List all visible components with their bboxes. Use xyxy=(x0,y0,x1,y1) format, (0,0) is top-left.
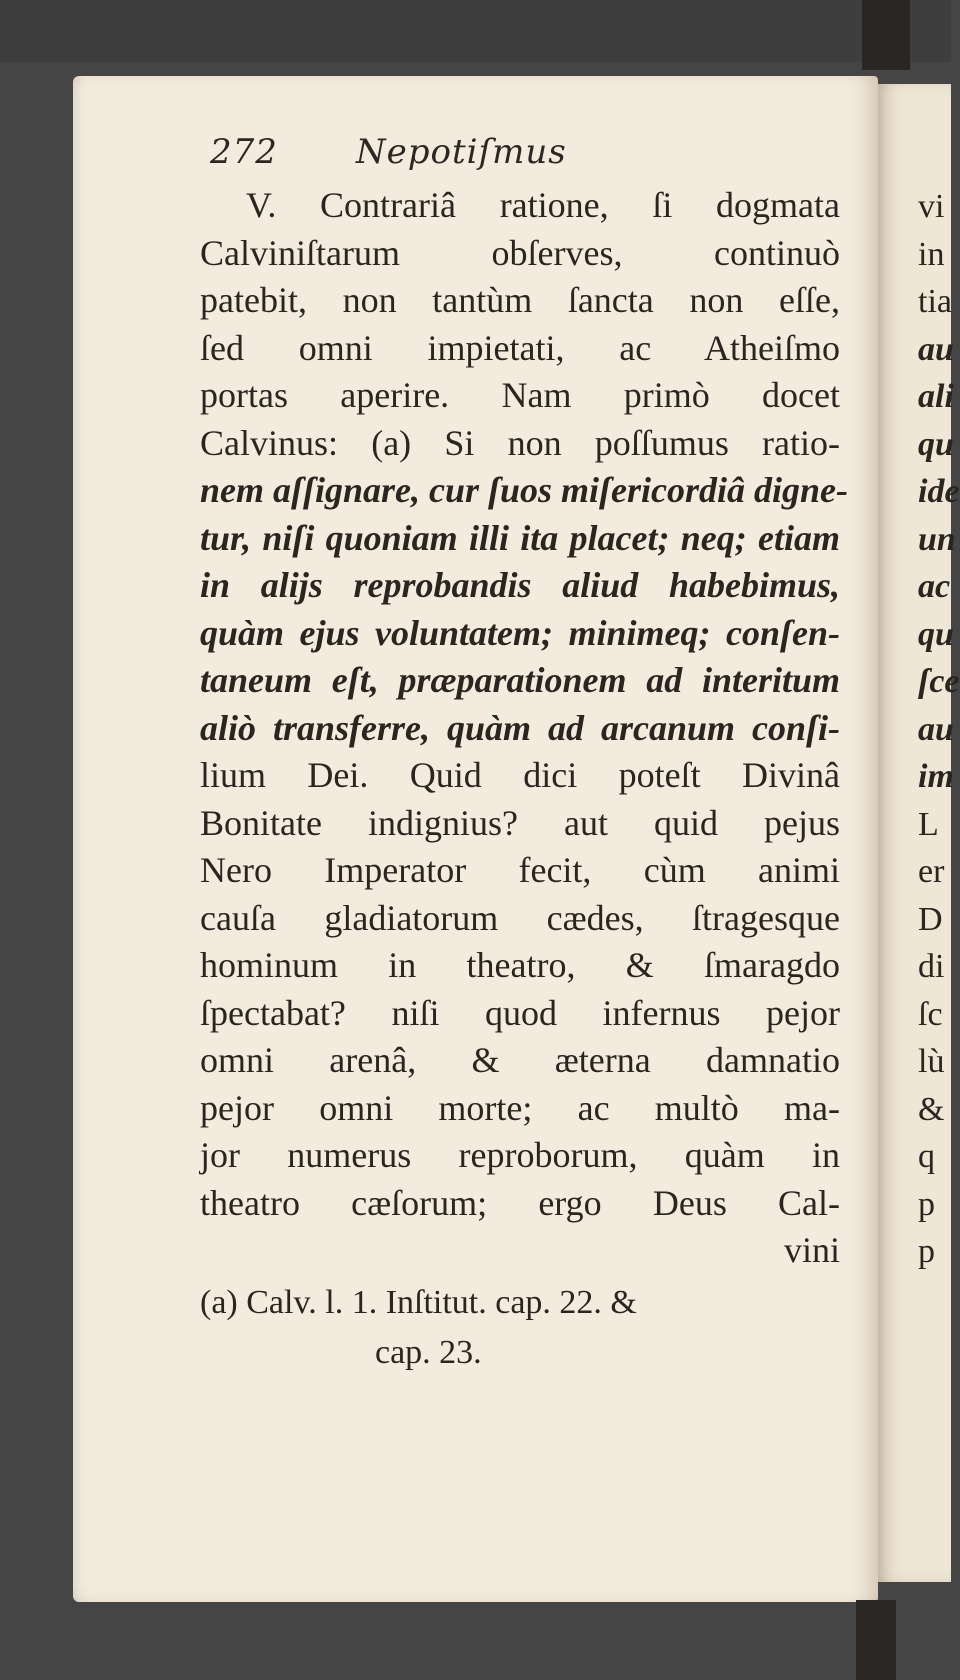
facing-page-fragment: L xyxy=(918,805,939,843)
facing-page-fragment: au xyxy=(918,330,954,368)
facing-page-fragment: vi xyxy=(918,188,945,225)
facing-page-fragment: D xyxy=(918,900,943,938)
facing-page-fragment: ſc xyxy=(918,995,943,1033)
text-line: nem aſſignare, cur ſuos miſericordiâ digne- xyxy=(200,470,848,510)
facing-page-fragment: p xyxy=(918,1233,935,1270)
book-spine-bottom xyxy=(856,1600,896,1680)
catchword: vini xyxy=(783,1230,840,1270)
text-line: taneum eſt, præparationem ad interitum xyxy=(200,660,840,700)
facing-page-fragment: qu xyxy=(918,615,954,653)
body-text xyxy=(200,182,848,1275)
text-line: omni arenâ, & æterna damnatio xyxy=(200,1040,840,1080)
book-spine xyxy=(862,0,910,70)
text-line: portas aperire. Nam primò docet xyxy=(200,375,840,415)
text-line: V. Contrariâ ratione, ſi dogmata xyxy=(246,185,840,225)
text-line: quàm ejus voluntatem; minimeq; conſen- xyxy=(200,612,840,653)
page-header xyxy=(210,132,567,172)
facing-page-fragment: ali xyxy=(918,378,954,415)
facing-page-fragment: ſce xyxy=(918,663,960,700)
text-line: Calvinus: (a) Si non poſſumus ratio- xyxy=(200,422,840,463)
facing-page-fragment: p xyxy=(918,1185,935,1223)
footnote-line: cap. 23. xyxy=(375,1334,482,1371)
facing-page-fragment: & xyxy=(918,1090,945,1128)
facing-page-fragment: di xyxy=(918,948,945,985)
text-line: pejor omni morte; ac multò ma- xyxy=(200,1087,840,1128)
facing-page-fragment: in xyxy=(918,235,945,273)
facing-page-fragment: ac xyxy=(918,568,951,605)
facing-page-fragment: q xyxy=(918,1138,935,1175)
text-line: Nero Imperator fecit, cùm animi xyxy=(200,850,840,890)
facing-page-fragment: tia xyxy=(918,283,952,320)
text-line: ſpectabat? niſi quod infernus pejor xyxy=(200,992,840,1033)
text-line: theatro cæſorum; ergo Deus Cal- xyxy=(200,1182,840,1223)
footnote-line: (a) Calv. l. 1. Inſtitut. cap. 22. & xyxy=(200,1284,637,1321)
text-line: patebit, non tantùm ſancta non eſſe, xyxy=(200,280,840,320)
facing-page-fragment: au xyxy=(918,710,954,748)
text-line: Bonitate indignius? aut quid pejus xyxy=(200,802,840,843)
background-top xyxy=(0,0,951,62)
text-line: aliò transferre, quàm ad arcanum conſi- xyxy=(200,707,840,748)
text-line: in alijs reprobandis aliud habebimus, xyxy=(200,565,840,605)
running-title: Nepotiſmus xyxy=(355,132,567,172)
text-line: tur, niſi quoniam illi ita placet; neq; etiam xyxy=(200,517,840,558)
page-number: 272 xyxy=(210,132,278,172)
facing-page-fragment: un xyxy=(918,520,956,558)
footnote xyxy=(200,1278,840,1378)
facing-page-fragment: qu xyxy=(918,425,954,463)
facing-page-fragment: lù xyxy=(918,1043,945,1080)
text-line: cauſa gladiatorum cædes, ſtragesque xyxy=(200,897,840,938)
facing-page-fragment: ide xyxy=(918,473,960,510)
text-line: Calviniſtarum obſerves, continuò xyxy=(200,232,840,273)
facing-page-fragment: er xyxy=(918,853,945,890)
text-line: jor numerus reproborum, quàm in xyxy=(200,1135,840,1175)
text-line: lium Dei. Quid dici poteſt Divinâ xyxy=(200,755,840,795)
text-line: hominum in theatro, & ſmaragdo xyxy=(200,945,840,985)
facing-page-fragment: im xyxy=(918,758,954,795)
text-line: ſed omni impietati, ac Atheiſmo xyxy=(200,327,840,368)
